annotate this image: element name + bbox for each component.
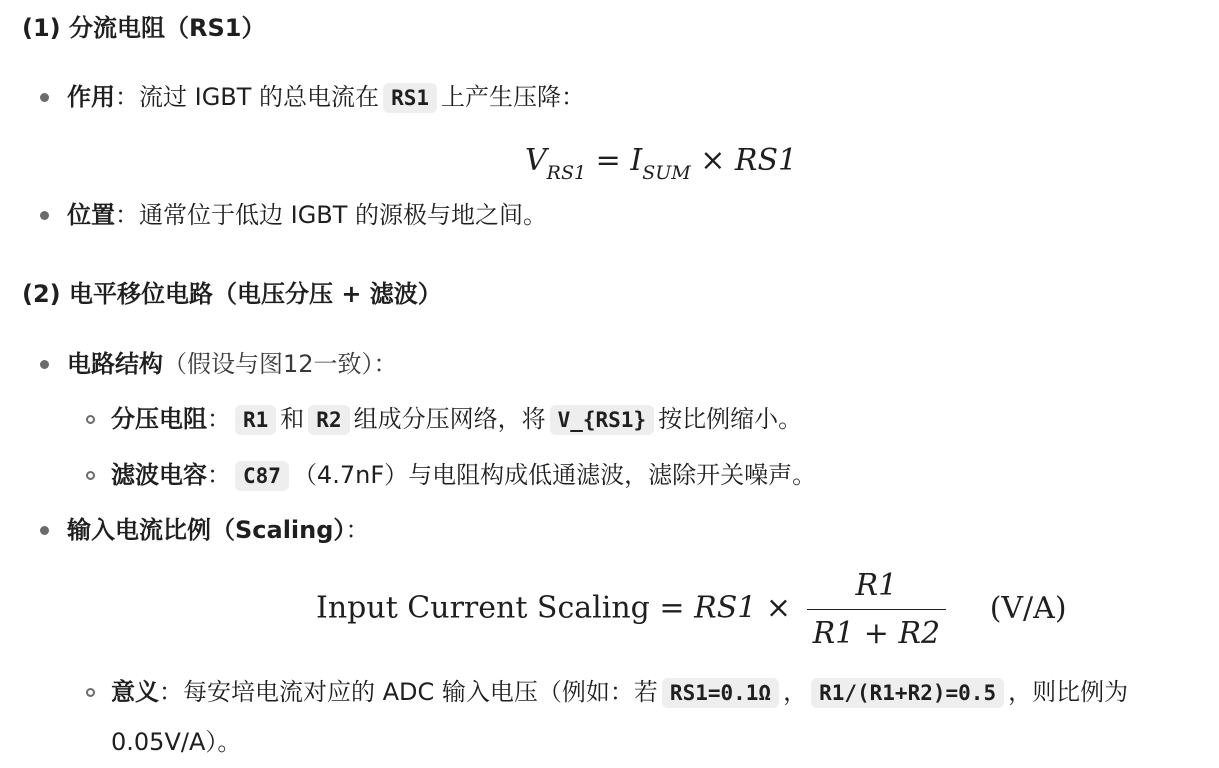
fraction-numerator: R1: [807, 568, 947, 610]
bullet-label: 意义: [111, 678, 159, 706]
sub-bullet-ring: [86, 471, 95, 480]
formula-operator: =: [595, 143, 621, 178]
bullet-dot: [40, 211, 49, 220]
inline-code: V_{RS1}: [550, 405, 655, 435]
inline-code: R2: [308, 405, 349, 435]
bullet-label: 位置: [67, 201, 115, 229]
bullet-text: 每安培电流对应的 ADC 输入电压（例如：若: [183, 678, 658, 706]
separator: ：: [207, 461, 231, 489]
sub-bullet-ring: [86, 415, 95, 424]
separator: ：: [159, 678, 183, 706]
separator: ：: [345, 516, 370, 544]
formula-subscript: RS1: [546, 162, 587, 184]
bullet-label: 电路结构: [67, 350, 163, 378]
separator: ：: [115, 83, 139, 111]
inline-code: C87: [235, 461, 289, 491]
bullet-label: 分压电阻: [111, 405, 207, 433]
formula-unit: (V/A): [989, 590, 1067, 626]
separator: ：: [115, 201, 139, 229]
inline-code: RS1: [383, 83, 437, 113]
separator: ，: [783, 678, 808, 706]
formula-subscript: SUM: [642, 162, 691, 184]
formula-symbol: RS1: [694, 590, 757, 626]
fraction-denominator: R1 + R2: [812, 616, 941, 651]
bullet-text: 和: [280, 405, 305, 433]
bullet-label: 作用: [67, 83, 115, 111]
formula-symbol: RS1: [734, 143, 798, 178]
formula-vrs1: [525, 143, 797, 184]
bullet-text: 组成分压网络，将: [353, 405, 546, 433]
separator: ：: [207, 405, 231, 433]
formula-operator: ×: [765, 590, 792, 626]
sub-bullet-divider-resistor: [111, 402, 802, 437]
section2-heading: (2) 电平移位电路（电压分压 + 滤波）: [22, 280, 442, 308]
sub-bullet-filter-capacitor: [111, 458, 816, 493]
bullet-dot: [40, 526, 49, 535]
bullet-dot: [40, 93, 49, 102]
formula-text: Input Current Scaling: [316, 590, 650, 626]
section1-heading: (1) 分流电阻（RS1）: [22, 14, 266, 42]
bullet-note: （假设与图12一致）：: [163, 350, 398, 378]
formula-symbol: I: [630, 143, 643, 178]
sub-bullet-ring: [86, 688, 95, 697]
bullet-text: 按比例缩小。: [658, 405, 803, 433]
formula-scaling: [316, 568, 1067, 651]
sub-bullet-meaning-continuation: 0.05V/A）。: [111, 728, 242, 756]
bullet-scaling: [67, 513, 369, 547]
bullet-text: 流过 IGBT 的总电流在: [139, 83, 380, 111]
bullet-circuit-structure: [67, 347, 398, 381]
bullet-label: 滤波电容: [111, 461, 207, 489]
bullet-text: ，则比例为: [1008, 678, 1129, 706]
formula-symbol: V: [525, 143, 547, 178]
bullet-dot: [40, 360, 49, 369]
sub-bullet-meaning: [111, 675, 1128, 710]
bullet-text: 上产生压降：: [441, 83, 585, 111]
formula-operator: =: [659, 590, 685, 626]
bullet-function: [67, 80, 585, 115]
inline-code: RS1=0.1Ω: [662, 678, 779, 708]
inline-code: R1: [235, 405, 276, 435]
inline-code: R1/(R1+R2)=0.5: [811, 678, 1004, 708]
formula-operator: ×: [700, 143, 726, 178]
bullet-position: [67, 198, 547, 232]
bullet-label: 输入电流比例（Scaling）: [67, 516, 346, 544]
formula-fraction: [807, 568, 947, 651]
bullet-text: 通常位于低边 IGBT 的源极与地之间。: [139, 201, 548, 229]
bullet-text: （4.7nF）与电阻构成低通滤波，滤除开关噪声。: [292, 461, 817, 489]
